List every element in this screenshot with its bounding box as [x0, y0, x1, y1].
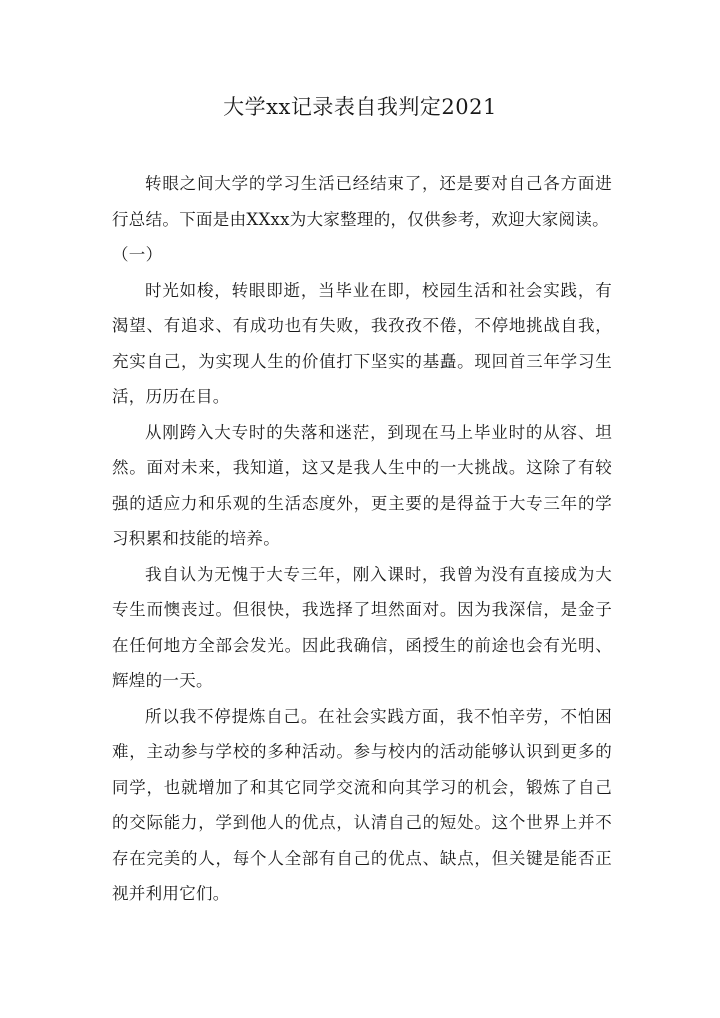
document-body — [112, 166, 612, 912]
paragraph-intro: 转眼之间大学的学习生活已经结束了，还是要对自己各方面进行总结。下面是由XXxx为大家整理的，仅供参考，欢迎大家阅读。 — [112, 174, 612, 229]
section-marker: （一） — [112, 245, 163, 264]
paragraph: 从刚跨入大专时的失落和迷茫，到现在马上毕业时的从容、坦然。面对未来，我知道，这又是我人生中的一大挑战。这除了有较强的适应力和乐观的生活态度外，更主要的是得益于大专三年的学习积累和技能的培养。 — [112, 422, 612, 548]
document-title: 大学xx记录表自我判定2021 — [223, 95, 497, 119]
paragraph: 所以我不停提炼自己。在社会实践方面，我不怕辛劳，不怕困难，主动参与学校的多种活动。参与校内的活动能够认识到更多的同学，也就增加了和其它同学交流和向其学习的机会，锻炼了自己的交际能力，学到他人的优点，认清自己的短处。这个世界上并不存在完美的人，每个人全部有自己的优点、缺点，但关键是能否正视并利用它们。 — [112, 706, 612, 903]
paragraph: 时光如梭，转眼即逝，当毕业在即，校园生活和社会实践，有渴望、有追求、有成功也有失败，我孜孜不倦，不停地挑战自我，充实自己，为实现人生的价值打下坚实的基矗。现回首三年学习生活，历历在目。 — [112, 280, 612, 406]
paragraph: 我自认为无愧于大专三年，刚入课时，我曾为没有直接成为大专生而懊丧过。但很快，我选择了坦然面对。因为我深信，是金子在任何地方全部会发光。因此我确信，函授生的前途也会有光明、辉煌的一天。 — [112, 564, 612, 690]
